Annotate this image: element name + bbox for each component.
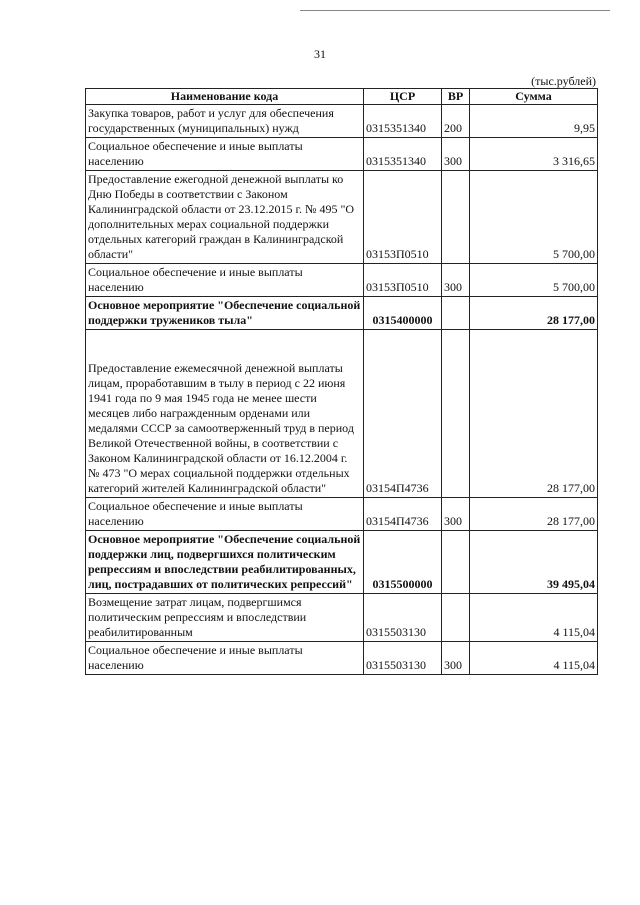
row-name-cell: Закупка товаров, работ и услуг для обеспечения государственных (муниципальных) нужд	[86, 105, 364, 138]
row-name-cell: Основное мероприятие "Обеспечение социальной поддержки тружеников тыла"	[86, 297, 364, 330]
row-name-cell: Возмещение затрат лицам, подвергшимся политическим репрессиям и впоследствии реабилитированным	[86, 594, 364, 642]
row-sum-cell: 28 177,00	[470, 330, 598, 498]
row-vr-cell: 300	[442, 138, 470, 171]
row-vr-cell: 200	[442, 105, 470, 138]
units-label: (тыс.рублей)	[531, 74, 596, 88]
table-row	[86, 498, 598, 531]
row-name-cell	[86, 330, 364, 498]
row-vr-cell	[442, 297, 470, 330]
table-header-row	[86, 89, 598, 105]
table-row	[86, 264, 598, 297]
row-name-cell: Социальное обеспечение и иные выплаты населению	[86, 498, 364, 531]
row-csr-cell: 0315503130	[364, 642, 442, 675]
row-sum-cell: 4 115,04	[470, 642, 598, 675]
row-sum-cell: 28 177,00	[470, 498, 598, 531]
row-csr-cell: 03153П0510	[364, 264, 442, 297]
header-vr: ВР	[442, 89, 470, 105]
row-vr-cell: 300	[442, 264, 470, 297]
row-name-cell: Предоставление ежегодной денежной выплаты ко Дню Победы в соответствии с Законом Калининградской области от 23.12.2015 г. № 495 "О дополнительных мерах социальной поддержки отдельных категорий граждан в Калининградской области"	[86, 171, 364, 264]
row-csr-cell: 0315503130	[364, 594, 442, 642]
row-name-cell: Социальное обеспечение и иные выплаты населению	[86, 642, 364, 675]
table-row	[86, 330, 598, 498]
row-spacer	[88, 331, 361, 361]
row-name-cell: Социальное обеспечение и иные выплаты населению	[86, 138, 364, 171]
table-row	[86, 642, 598, 675]
header-csr: ЦСР	[364, 89, 442, 105]
row-sum-cell: 9,95	[470, 105, 598, 138]
budget-table	[85, 88, 598, 675]
row-csr-cell: 0315351340	[364, 138, 442, 171]
row-csr-cell: 03153П0510	[364, 171, 442, 264]
row-sum-cell: 28 177,00	[470, 297, 598, 330]
row-vr-cell	[442, 171, 470, 264]
row-sum-cell: 4 115,04	[470, 594, 598, 642]
row-name-text: Предоставление ежемесячной денежной выплаты лицам, проработавшим в тылу в период с 22 июня 1941 года по 9 мая 1945 года не менее шести месяцев либо награжденным орденами или медалями СССР за самоотверженный труд в период Великой Отечественной войны, в соответствии с Законом Калининградской области от 16.12.2004 г. № 473 "О мерах социальной поддержки отдельных категорий жителей Калининградской области"	[88, 361, 354, 495]
table-row	[86, 138, 598, 171]
header-name: Наименование кода	[86, 89, 364, 105]
header-sum: Сумма	[470, 89, 598, 105]
row-name-cell: Социальное обеспечение и иные выплаты населению	[86, 264, 364, 297]
row-csr-cell: 03154П4736	[364, 498, 442, 531]
row-csr-cell: 03154П4736	[364, 330, 442, 498]
table-row	[86, 531, 598, 594]
table-row	[86, 594, 598, 642]
table-row	[86, 171, 598, 264]
row-sum-cell: 5 700,00	[470, 171, 598, 264]
row-vr-cell	[442, 330, 470, 498]
row-name-cell: Основное мероприятие "Обеспечение социальной поддержки лиц, подвергшихся политическим репрессиям и впоследствии реабилитированных, лиц, пострадавших от политических репрессий"	[86, 531, 364, 594]
table-row	[86, 297, 598, 330]
row-vr-cell	[442, 594, 470, 642]
page-number: 31	[314, 47, 326, 61]
row-csr-cell: 0315500000	[364, 531, 442, 594]
row-csr-cell: 0315351340	[364, 105, 442, 138]
row-sum-cell: 3 316,65	[470, 138, 598, 171]
row-vr-cell: 300	[442, 498, 470, 531]
top-rule	[300, 10, 610, 11]
row-sum-cell: 5 700,00	[470, 264, 598, 297]
row-vr-cell	[442, 531, 470, 594]
row-vr-cell: 300	[442, 642, 470, 675]
table-row	[86, 105, 598, 138]
row-csr-cell: 0315400000	[364, 297, 442, 330]
row-sum-cell: 39 495,04	[470, 531, 598, 594]
